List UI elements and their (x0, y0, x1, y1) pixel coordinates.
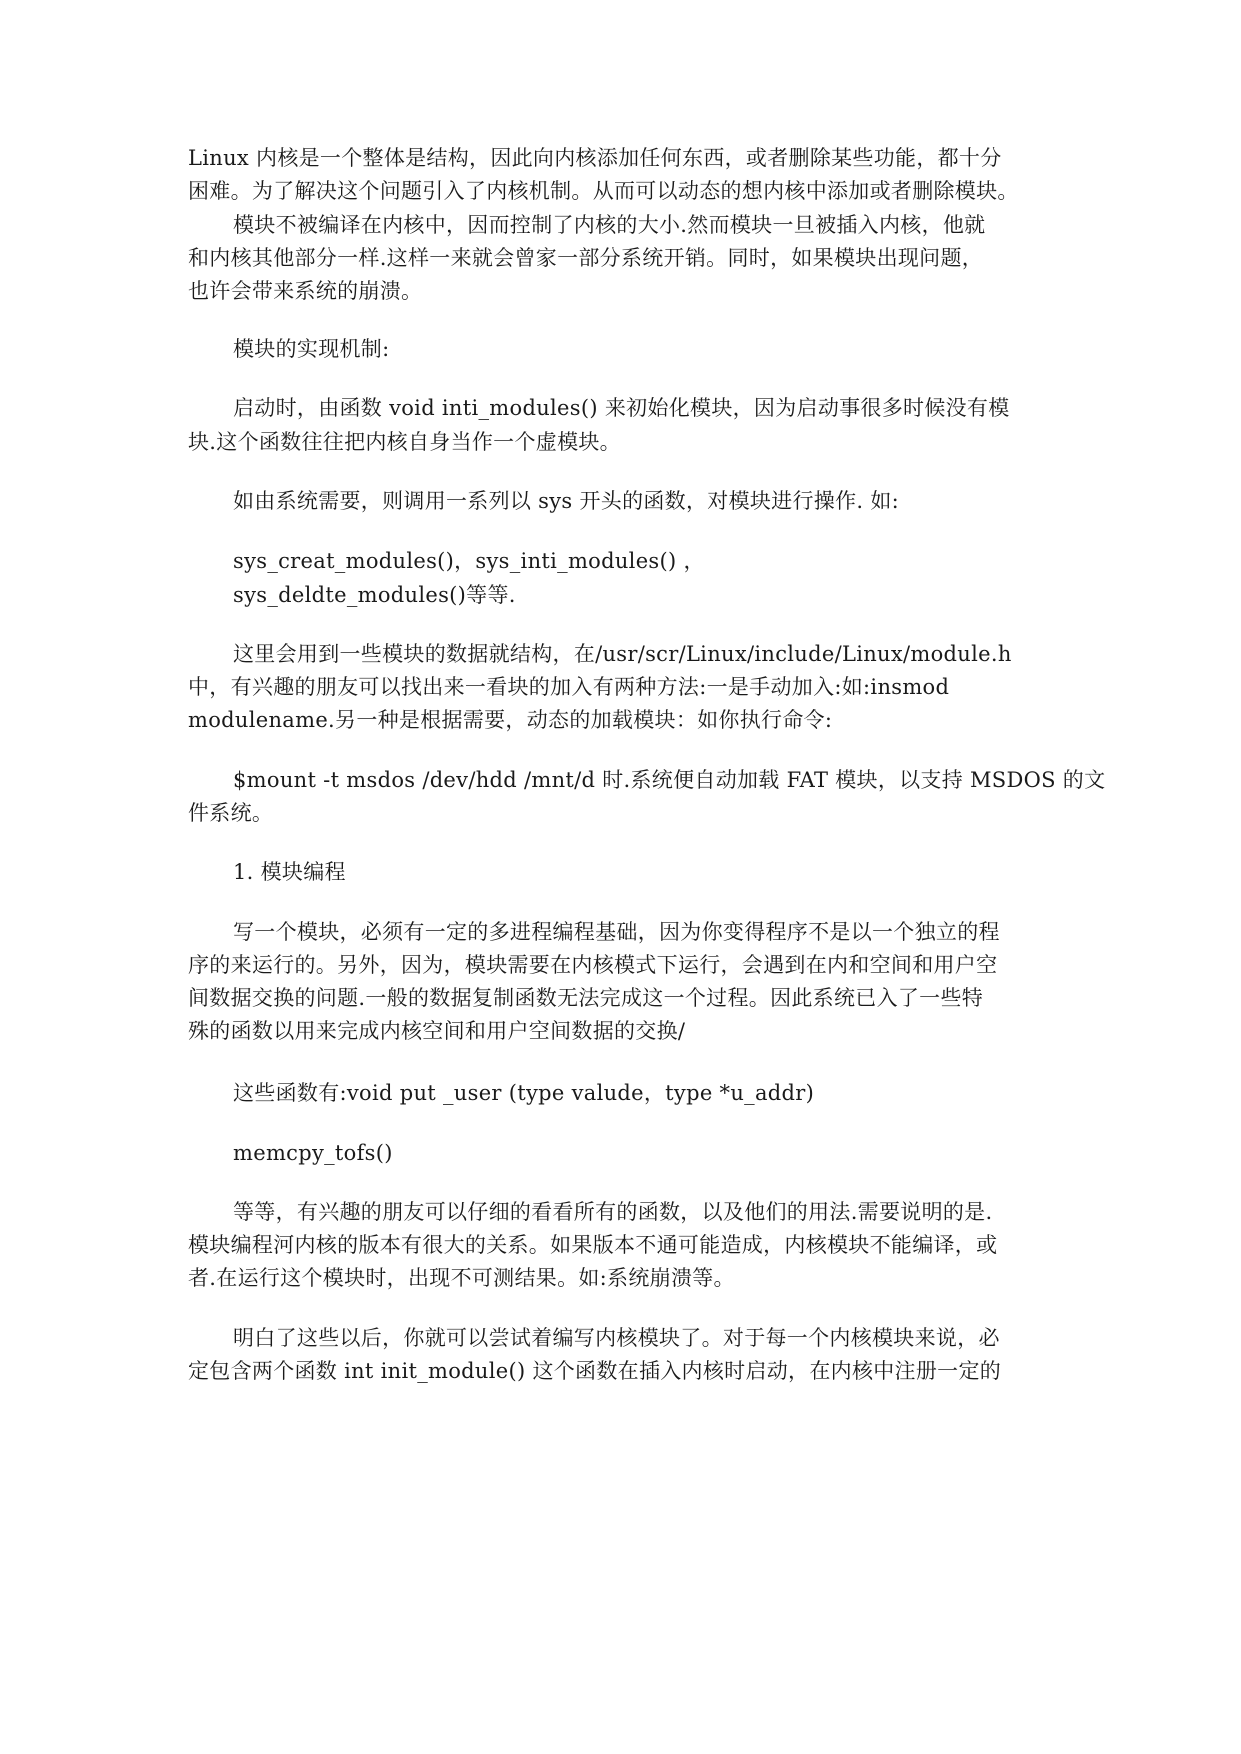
text-line: 启动时，由函数 void inti_modules() 来初始化模块，因为启动事很多时候没有模 (233, 396, 1010, 420)
text-line: 和内核其他部分一样.这样一来就会曾家一部分系统开销。同时，如果模块出现问题， (188, 246, 984, 270)
text-line: 等等，有兴趣的朋友可以仔细的看看所有的函数，以及他们的用法.需要说明的是. (233, 1200, 993, 1224)
text-line: 困难。为了解决这个问题引入了内核机制。从而可以动态的想内核中添加或者删除模块。 (188, 179, 1019, 203)
text-line: 模块编程河内核的版本有很大的关系。如果版本不通可能造成，内核模块不能编译，或 (188, 1233, 998, 1257)
section-heading: 1. 模块编程 (233, 860, 346, 884)
text-line: 定包含两个函数 int init_module() 这个函数在插入内核时启动，在内核中注册一定的 (188, 1359, 1002, 1383)
text-line: 序的来运行的。另外，因为，模块需要在内核模式下运行，会遇到在内和空间和用户空 (188, 953, 998, 977)
text-line: 模块的实现机制: (233, 337, 390, 361)
text-line: $mount -t msdos /dev/hdd /mnt/d 时.系统便自动加载 FAT 模块，以支持 MSDOS 的文 (233, 768, 1106, 792)
text-line: 者.在运行这个模块时，出现不可测结果。如:系统崩溃等。 (188, 1266, 735, 1290)
text-line: 如由系统需要，则调用一系列以 sys 开头的函数，对模块进行操作. 如: (233, 489, 899, 513)
text-line: Linux 内核是一个整体是结构，因此向内核添加任何东西，或者删除某些功能，都十分 (188, 146, 1002, 170)
text-line: 殊的函数以用来完成内核空间和用户空间数据的交换/ (188, 1019, 686, 1043)
code-line: memcpy_tofs() (233, 1141, 393, 1165)
text-line: 这些函数有:void put _user (type valude，type *u_addr) (233, 1081, 815, 1105)
text-line: 写一个模块，必须有一定的多进程编程基础，因为你变得程序不是以一个独立的程 (233, 920, 1000, 944)
text-line: 这里会用到一些模块的数据就结构，在/usr/scr/Linux/include/Linux/module.h (233, 642, 1012, 666)
text-line: 件系统。 (188, 801, 274, 825)
text-line: sys_creat_modules()，sys_inti_modules() ， (233, 549, 705, 573)
text-line: 间数据交换的问题.一般的数据复制函数无法完成这一个过程。因此系统已入了一些特 (188, 986, 984, 1010)
text-line: sys_deldte_modules()等等. (233, 583, 516, 607)
text-line: modulename.另一种是根据需要，动态的加载模块：如你执行命令: (188, 708, 833, 732)
text-line: 模块不被编译在内核中，因而控制了内核的大小.然而模块一旦被插入内核，他就 (233, 213, 986, 237)
text-line: 也许会带来系统的崩溃。 (188, 279, 423, 303)
text-line: 明白了这些以后，你就可以尝试着编写内核模块了。对于每一个内核模块来说，必 (233, 1326, 1000, 1350)
text-line: 中，有兴趣的朋友可以找出来一看块的加入有两种方法:一是手动加入:如:insmod (188, 675, 950, 699)
text-line: 块.这个函数往往把内核自身当作一个虚模块。 (188, 430, 621, 454)
